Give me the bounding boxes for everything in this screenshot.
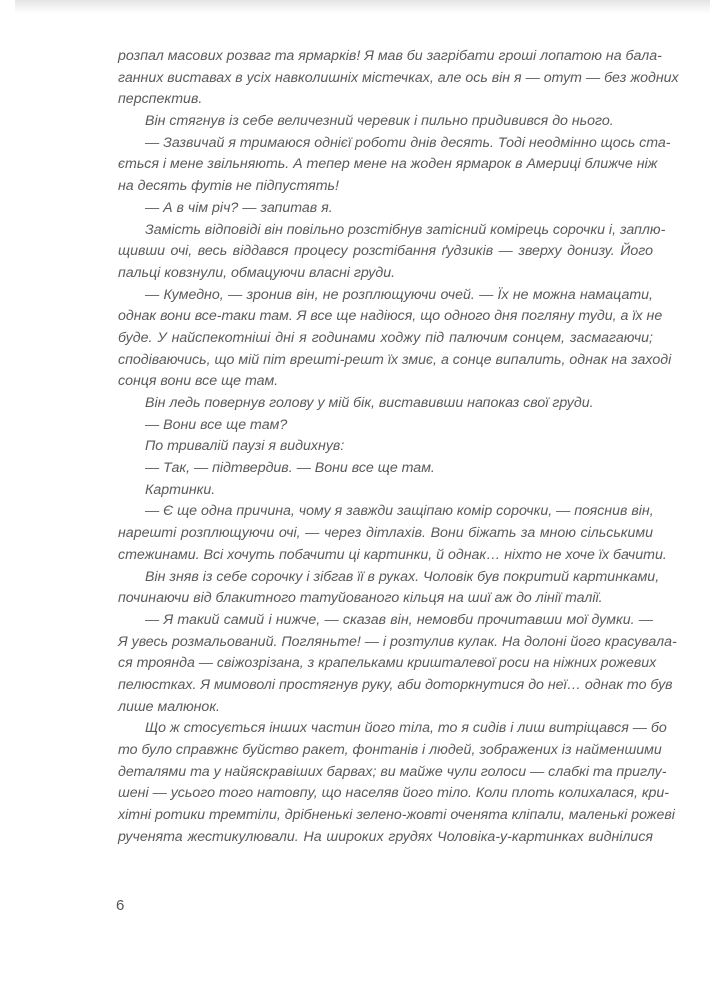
text-line: однак вони все-таки там. Я все ще надіюся, що одного дня погляну туди, а їх не	[118, 308, 663, 325]
text-line: рученята жестикулювали. На широких грудях Чоловіка-у-картинках виднілися	[118, 828, 653, 845]
text-line: — Вони все ще там?	[145, 416, 288, 433]
text-line: — Я такий самий і нижче, — сказав він, немовби прочитавши мої думки. —	[145, 611, 653, 628]
text-line: шені — усього того натовпу, що населяв його тіло. Коли плоть колихалася, кри-	[118, 785, 670, 802]
text-line: — Кумедно, — зронив він, не розплющуючи очей. — Їх не можна намацати,	[145, 286, 653, 303]
text-line: пелюстках. Я мимоволі простягнув руку, аби доторкнутися до неї… однак то був	[118, 676, 673, 693]
text-line: на десять футів не підпустять!	[118, 178, 339, 195]
text-line: стежинами. Всі хочуть побачити ці картинки, й однак… ніхто не хоче їх бачити.	[118, 546, 667, 563]
text-line: — Є ще одна причина, чому я завжди защіпаю комір сорочки, — пояснив він,	[145, 503, 654, 520]
text-line: Я увесь розмальований. Погляньте! — і розтулив кулак. На долоні його красувала-	[118, 633, 677, 650]
text-line: пальці ковзнули, обмацуючи власні груди.	[118, 264, 396, 281]
text-line: сподіваючись, що мій піт врешті-решт їх змиє, а сонце випалить, однак на заході	[118, 351, 672, 368]
text-line: Він стягнув із себе величезний черевик і пильно придивився до нього.	[145, 113, 614, 130]
text-line: ганних виставах в усіх навколишніх містечках, але ось він я — отут — без жодних	[118, 69, 679, 86]
text-line: лише малюнок.	[118, 698, 220, 715]
text-line: — Зазвичай я тримаюся однієї роботи днів десять. Тоді неодмінно щось ста-	[145, 134, 671, 151]
text-line: починаючи від блакитного татуйованого кільця на шиї аж до лінії талії.	[118, 590, 603, 607]
text-line: — А в чім річ? — запитав я.	[145, 199, 333, 216]
page-body-text	[118, 46, 679, 848]
text-line: розпал масових розваг та ярмарків! Я мав би загрібати гроші лопатою на бала-	[118, 48, 662, 64]
text-line: — Так, — підтвердив. — Вони все ще там.	[145, 460, 435, 477]
text-line: ся троянда — свіжозрізана, з крапельками кришталевої роси на ніжних рожевих	[118, 655, 657, 672]
text-line: Він ледь повернув голову у мій бік, виставивши напоказ свої груди.	[145, 395, 594, 411]
page-number: 6	[116, 897, 125, 914]
text-line: сонця вони все ще там.	[118, 373, 279, 390]
text-line: щивши очі, весь віддався процесу розстібання ґудзиків — зверху донизу. Його	[118, 243, 653, 260]
text-line: По тривалій паузі я видихнув:	[145, 438, 345, 455]
text-line: ється і мене звільняють. А тепер мене на жоден ярмарок в Америці ближче ніж	[118, 156, 658, 173]
text-line: нарешті розплющуючи очі, — через дітлахів. Вони біжать за мною сільськими	[118, 525, 653, 542]
text-line: Картинки.	[145, 481, 216, 498]
page-top-shadow	[15, 0, 710, 14]
text-line: Замість відповіді він повільно розстібнув затісний комірець сорочки і, заплю-	[145, 221, 666, 238]
text-line: то було справжнє буйство ракет, фонтанів і людей, зображених із найменшими	[118, 742, 662, 758]
text-line: деталями та у найяскравіших барвах; ви майже чули голоси — слабкі та приглу-	[118, 763, 667, 780]
text-line: Він зняв із себе сорочку і зібгав її в руках. Чоловік був покритий картинками,	[145, 568, 660, 585]
text-line: Що ж стосується інших частин його тіла, то я сидів і лиш витріщався — бо	[145, 720, 667, 737]
text-line: буде. У найспекотніші дні я годинами ходжу під палючим сонцем, засмагаючи;	[118, 329, 653, 346]
text-line: перспектив.	[118, 91, 203, 108]
text-line: хітні ротики тремтіли, дрібненькі зелено-жовті оченята кліпали, маленькі рожеві	[118, 807, 675, 824]
